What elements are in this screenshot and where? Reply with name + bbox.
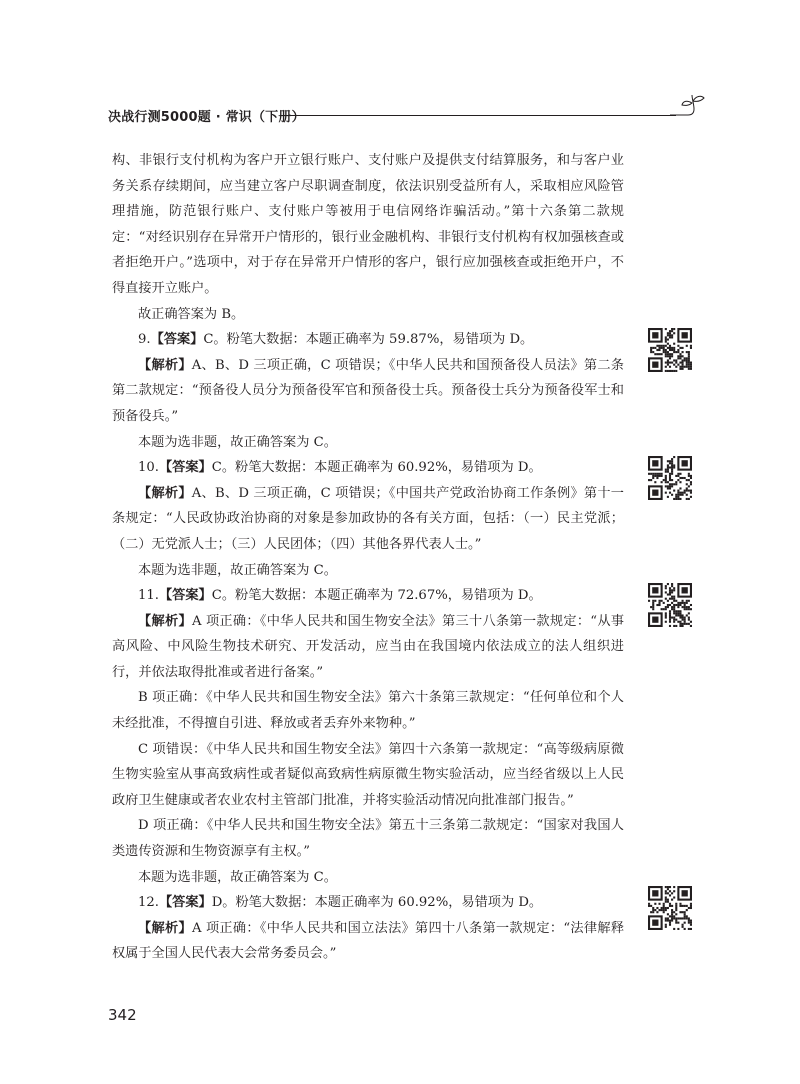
- answer-line-q10: [112, 455, 624, 481]
- analysis-text: A 项正确：《中华人民共和国生物安全法》第三十八条第一款规定：“从事高风险、中风险生物技术研究、开发活动，应当由在我国境内依法成立的法人组织进行，并依法取得批准或者进行备案。”: [112, 613, 625, 680]
- question-number: 9.: [138, 332, 151, 348]
- analysis-tag: 【解析】: [138, 613, 192, 629]
- answer-text: D。粉笔大数据：本题正确率为 60.92%，易错项为 D。: [211, 895, 543, 911]
- answer-line-q12: [112, 890, 624, 916]
- conclusion-q11: 本题为选非题，故正确答案为 C。: [138, 869, 337, 885]
- analysis-q11: [112, 609, 624, 686]
- continued-paragraph: 构、非银行支付机构为客户开立银行账户、支付账户及提供支付结算服务，和与客户业务关系存续期间，应当建立客户尽职调查制度，依法识别受益所有人，采取相应风险管理措施，防范银行账户、支付账户等被用于电信网络诈骗活动。”第十六条第二款规定：“对经识别存在异常开户情形的，银行业金融机构、非银行支付机构有权加强核查或者拒绝开户。”选项中，对于存在异常开户情形的客户，银行应加强核查或拒绝开户，不得直接开立账户。: [112, 153, 624, 296]
- sprout-icon: [668, 94, 708, 126]
- analysis-q11-option-b: B 项正确：《中华人民共和国生物安全法》第六十条第三款规定：“任何单位和个人未经批准，不得擅自引进、释放或者丢弃外来物种。”: [112, 690, 624, 732]
- qr-code-icon[interactable]: [648, 886, 692, 930]
- question-number: 12.: [138, 895, 159, 911]
- conclusion-q9: 本题为选非题，故正确答案为 C。: [138, 434, 337, 450]
- analysis-tag: 【解析】: [138, 485, 192, 501]
- analysis-text: A 项正确：《中华人民共和国立法法》第四十八条第一款规定：“法律解释权属于全国人民代表大会常务委员会。”: [112, 920, 625, 962]
- answer-tag: 【答案】: [158, 460, 212, 476]
- analysis-text: A、B、D 三项正确，C 项错误；《中国共产党政治协商工作条例》第十一条规定：“人民政协政治协商的对象是参加政协的各有关方面，包括：（一）民主党派；（二）无党派人士；（三）人民团体；（四）其他各界代表人士。”: [112, 485, 624, 552]
- analysis-q10: [112, 481, 624, 558]
- qr-code-icon[interactable]: [648, 328, 692, 372]
- answer-tag: 【答案】: [150, 332, 204, 348]
- header-rule: [280, 115, 676, 116]
- page-number: 342: [108, 1006, 137, 1024]
- qr-code-icon[interactable]: [648, 583, 692, 627]
- qr-code-icon[interactable]: [648, 456, 692, 500]
- analysis-q12: [112, 916, 624, 967]
- analysis-text: A、B、D 三项正确，C 项错误；《中华人民共和国预备役人员法》第二条第二款规定：“预备役人员分为预备役军官和预备役士兵。预备役士兵分为预备役军士和预备役兵。”: [112, 357, 624, 424]
- analysis-q9: [112, 353, 624, 430]
- analysis-q11-option-c: C 项错误：《中华人民共和国生物安全法》第四十六条第一款规定：“高等级病原微生物实验室从事高致病性或者疑似高致病性病原微生物实验活动，应当经省级以上人民政府卫生健康或者农业农村主管部门批准，并将实验活动情况向批准部门报告。”: [112, 741, 624, 808]
- question-number: 11.: [138, 588, 159, 604]
- analysis-tag: 【解析】: [138, 357, 192, 373]
- book-title: 决战行测5000题 · 常识（下册）: [108, 110, 305, 125]
- analysis-q11-option-d: D 项正确：《中华人民共和国生物安全法》第五十三条第二款规定：“国家对我国人类遗传资源和生物资源享有主权。”: [112, 818, 624, 860]
- answer-text: C。粉笔大数据：本题正确率为 72.67%，易错项为 D。: [211, 588, 542, 604]
- answer-text: C。粉笔大数据：本题正确率为 60.92%，易错项为 D。: [211, 460, 542, 476]
- analysis-tag: 【解析】: [138, 920, 192, 936]
- page-body: [112, 148, 624, 967]
- continued-conclusion: 故正确答案为 B。: [138, 306, 245, 322]
- answer-line-q11: [112, 583, 624, 609]
- answer-tag: 【答案】: [158, 895, 212, 911]
- answer-tag: 【答案】: [158, 588, 212, 604]
- conclusion-q10: 本题为选非题，故正确答案为 C。: [138, 562, 337, 578]
- answer-text: C。粉笔大数据：本题正确率为 59.87%，易错项为 D。: [203, 332, 534, 348]
- question-number: 10.: [138, 460, 159, 476]
- running-header: [108, 100, 718, 130]
- answer-line-q9: [112, 327, 624, 353]
